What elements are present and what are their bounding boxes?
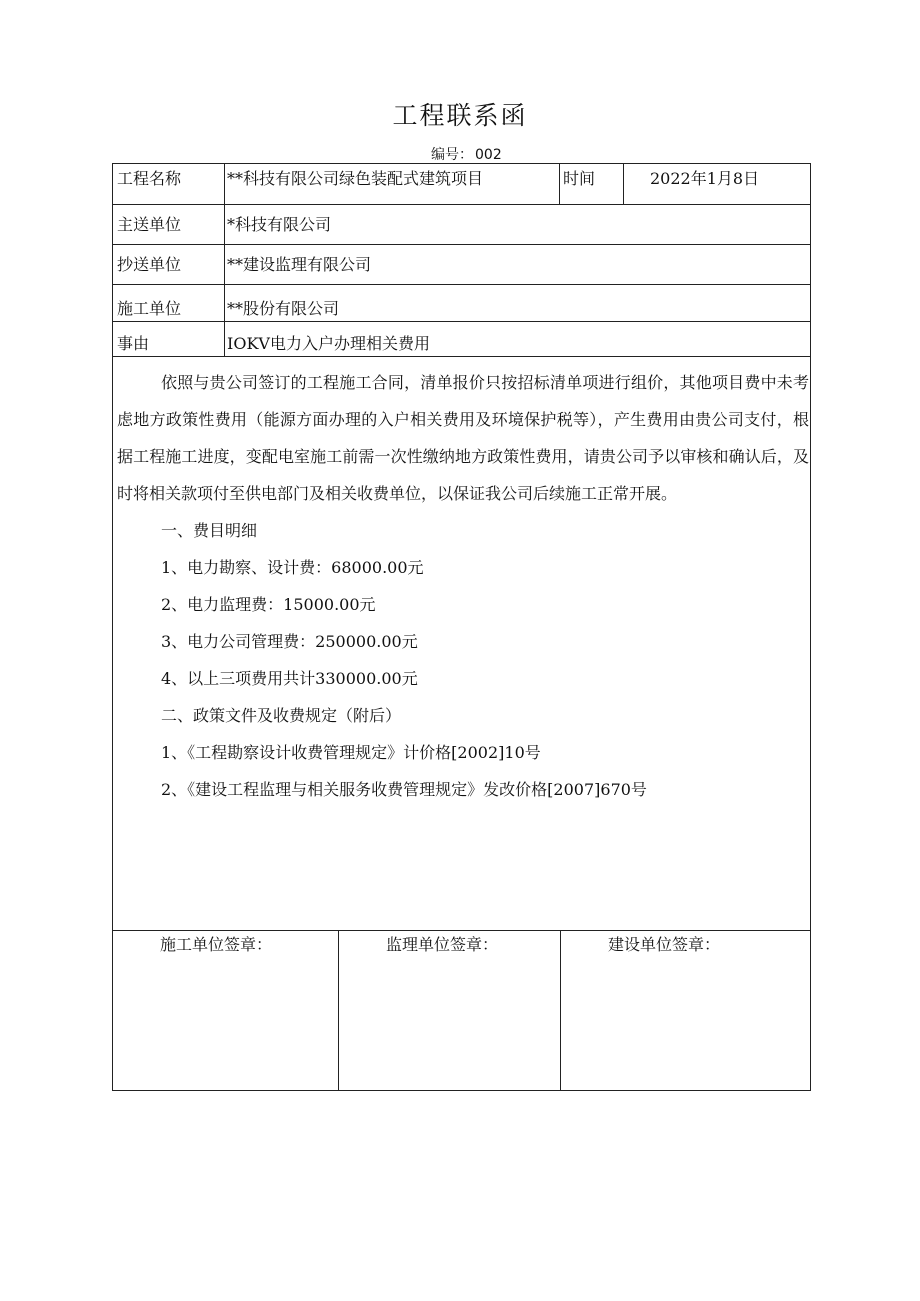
owner-signature-label: 建设单位签章： [608,935,721,954]
document-number-label: 编号： [431,147,473,163]
section-title-fees: 一、费目明细 [161,521,258,540]
column-divider [560,930,561,1091]
row-divider [113,356,810,357]
subject-label: 事由 [117,334,150,353]
document-number-value: 002 [475,147,502,163]
column-divider [338,930,339,1091]
fee-item: 3、电力公司管理费：250000.00元 [161,632,418,651]
contractor-value: **股份有限公司 [227,299,340,318]
contact-letter-table [112,163,811,1091]
cc-value: **建设监理有限公司 [227,255,372,274]
fee-item: 4、以上三项费用共计330000.00元 [161,669,418,688]
section-title-policy: 二、政策文件及收费规定（附后） [161,706,402,725]
column-divider [559,164,560,204]
row-divider [113,244,810,245]
row-divider [113,930,810,931]
row-divider [113,284,810,285]
cc-label: 抄送单位 [117,255,182,274]
body-paragraph: 依照与贵公司签订的工程施工合同，清单报价只按招标清单项进行组价，其他项目费中未考虑地方政策性费用（能源方面办理的入户相关费用及环境保护税等），产生费用由贵公司支付，根据工程施工进度，变配电室施工前需一次性缴纳地方政策性费用，请贵公司予以审核和确认后，及时将相关款项付至供电部门及相关收费单位，以保证我公司后续施工正常开展。 [117,373,809,503]
subject-value: IOKV电力入户办理相关费用 [227,334,430,353]
time-value: 2022年1月8日 [650,169,760,188]
column-divider [623,164,624,204]
document-number [429,144,502,164]
policy-item: 1、《工程勘察设计收费管理规定》计价格[2002]10号 [161,743,541,762]
policy-item: 2、《建设工程监理与相关服务收费管理规定》发改价格[2007]670号 [161,780,647,799]
fee-item: 1、电力勘察、设计费：68000.00元 [161,558,424,577]
main-recipient-value: *科技有限公司 [227,215,332,234]
project-name-label: 工程名称 [117,169,182,188]
row-divider [113,204,810,205]
time-label: 时间 [563,169,596,188]
row-divider [113,321,810,322]
project-name-value: **科技有限公司绿色装配式建筑项目 [227,169,484,188]
letter-body [117,364,809,808]
main-recipient-label: 主送单位 [117,215,182,234]
contractor-label: 施工单位 [117,299,182,318]
contractor-signature-label: 施工单位签章： [160,935,273,954]
supervisor-signature-label: 监理单位签章： [386,935,499,954]
document-title: 工程联系函 [392,101,528,130]
fee-item: 2、电力监理费：15000.00元 [161,595,376,614]
column-divider [224,164,225,356]
